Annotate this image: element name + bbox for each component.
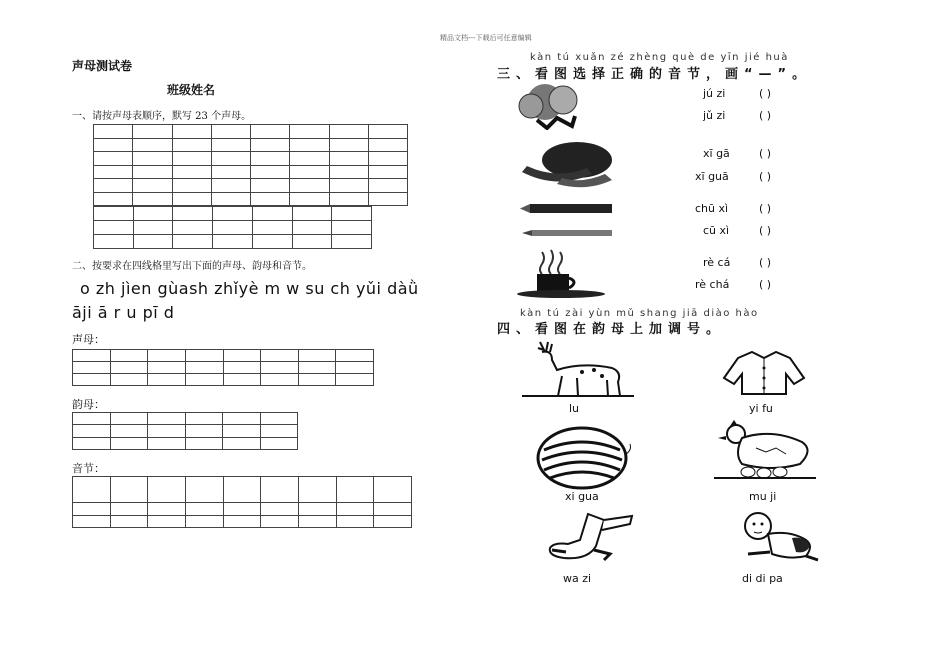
tea-cup-picture	[517, 248, 609, 300]
socks-picture	[544, 512, 638, 564]
watermelon-picture	[517, 140, 617, 188]
class-name-label: 班级姓名	[167, 83, 216, 97]
shengmu-writing-grid	[72, 349, 374, 386]
header-note: 精品文档---下载后可任意编辑	[440, 34, 532, 42]
section-4-pinyin: kàn tú zài yùn mǔ shang jiā diào hào	[520, 308, 759, 319]
watermelon-whole-picture	[534, 424, 634, 490]
section-3-pinyin: kàn tú xuǎn zé zhèng què de yīn jié huà	[530, 52, 789, 63]
option-ju-zi-1[interactable]: jú zi ( )	[703, 87, 772, 100]
caption-yi-fu: yi fu	[749, 402, 773, 415]
caption-mu-ji: mu ji	[749, 490, 777, 503]
option-xi-gua[interactable]: xī guā ( )	[695, 170, 772, 183]
caption-lu: lu	[569, 402, 580, 415]
yunmu-writing-grid	[72, 412, 298, 450]
shengmu-label: 声母：	[72, 333, 105, 346]
option-xi-ga[interactable]: xī gā ( )	[703, 147, 772, 160]
option-chu-xi[interactable]: chū xì ( )	[695, 202, 772, 215]
caption-wa-zi: wa zi	[563, 572, 592, 585]
section-3-title: 三、看图选择正确的音节，画“—”。	[497, 67, 812, 82]
yunmu-label: 韵母：	[72, 398, 105, 411]
section-4-title: 四、看图在韵母上加调号。	[497, 322, 726, 337]
pinyin-line-2: āji ā r u pī d	[72, 303, 175, 322]
baby-crawling-picture	[736, 510, 820, 566]
caption-di-di-pa: di di pa	[742, 572, 783, 585]
shengmu-grid-bottom	[93, 206, 372, 249]
hen-picture	[712, 420, 818, 480]
yinjie-label: 音节：	[72, 462, 105, 475]
shengmu-grid-top	[93, 124, 408, 206]
option-re-cha[interactable]: rè chá ( )	[695, 278, 772, 291]
option-ju-zi-2[interactable]: jǔ zi ( )	[703, 109, 772, 122]
pencils-picture	[518, 200, 618, 240]
oranges-picture	[517, 80, 587, 130]
yinjie-writing-grid	[72, 476, 412, 528]
page-title: 声母测试卷	[72, 59, 133, 73]
option-re-ca[interactable]: rè cá ( )	[703, 256, 772, 269]
caption-xi-gua: xi gua	[565, 490, 599, 503]
pinyin-line-1: o zh jìen gùash zhǐyè m w su ch yǔi dàǜ	[80, 279, 419, 298]
shirt-picture	[722, 348, 806, 396]
question-2: 二、按要求在四线格里写出下面的声母、韵母和音节。	[72, 261, 312, 272]
question-1: 一、请按声母表顺序，默写 23 个声母。	[72, 111, 252, 122]
deer-picture	[522, 340, 634, 398]
option-cu-xi[interactable]: cū xì ( )	[703, 224, 772, 237]
